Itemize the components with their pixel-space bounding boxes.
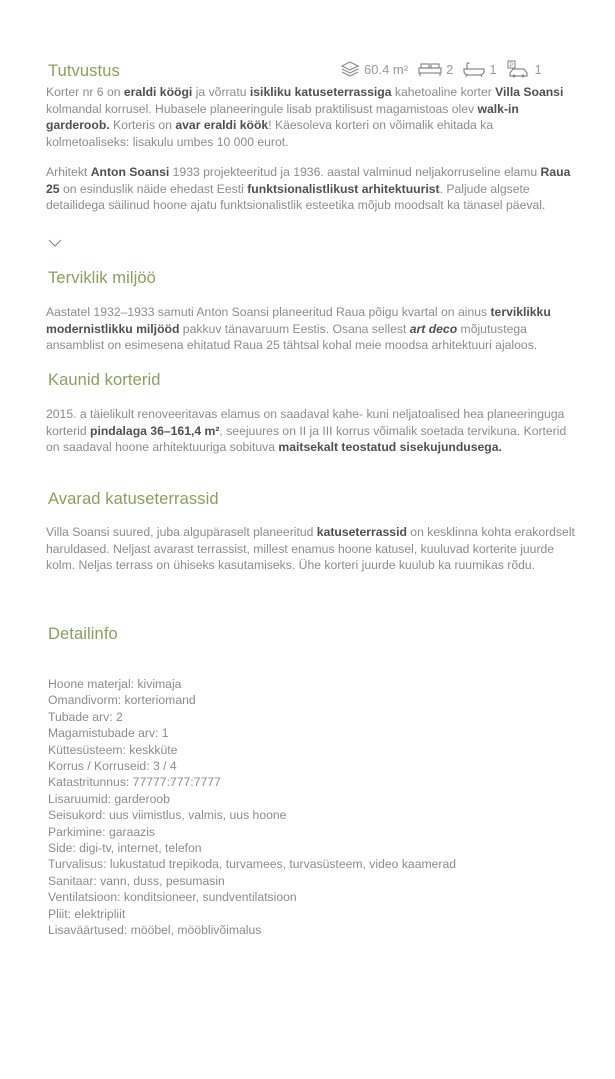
section-title-detailinfo: Detailinfo [48, 625, 118, 643]
stat-area [340, 61, 408, 77]
body-text: ja võrratu [192, 85, 250, 99]
body-text: Korter nr 6 on [46, 85, 124, 99]
detail-row: Katastritunnus: 77777:777:7777 [48, 775, 221, 790]
emphasis-text: isikliku katuseterrassiga [249, 85, 392, 99]
detail-row: Korrus / Korruseid: 3 / 4 [48, 759, 177, 774]
kaunid-paragraph [46, 406, 576, 456]
body-text: kolmandal korrusel. Hubasele planeeringule lisab praktilisust magamistoas olev [46, 101, 478, 116]
svg-text:P: P [509, 63, 514, 69]
stat-bathrooms-value: 1 [489, 61, 497, 77]
emphasis-text: maitsekalt teostatud sisekujundusega. [278, 440, 502, 454]
stat-bedrooms [418, 61, 453, 77]
body-text: kahetoaline korter [391, 85, 496, 99]
detailinfo-list [48, 676, 568, 939]
tutvustus-paragraph-1 [46, 84, 576, 150]
emphasis-text: terviklikku modernistlikku miljööd [46, 305, 551, 336]
body-text: Korteris on [109, 118, 176, 132]
emphasis-text: Villa Soansi [495, 85, 564, 99]
detail-row: Sanitaar: vann, duss, pesumasin [48, 873, 225, 888]
stat-parking-value: 1 [534, 61, 542, 77]
emphasis-text: avar eraldi köök [175, 118, 269, 132]
detail-row: Side: digi-tv, internet, telefon [48, 841, 202, 856]
detail-row: Magamistubade arv: 1 [48, 726, 169, 741]
detail-row: Parkimine: garaazis [48, 824, 156, 839]
detail-row: Lisaruumid: garderoob [48, 791, 170, 806]
detail-row: Hoone materjal: kivimaja [48, 677, 182, 691]
bed-icon [418, 61, 442, 77]
body-text: mõjutustega ansamblist on esimesena ehitatud Raua 25 tähtsal kohal meie moodsa arhitektuuri ajaloos. [46, 321, 538, 352]
stat-parking [507, 60, 542, 78]
emphasis-text: art deco [409, 321, 458, 336]
expand-chevron-icon[interactable] [48, 235, 62, 253]
layers-icon [340, 61, 360, 77]
detail-row: Küttesüsteem: keskküte [48, 742, 178, 757]
emphasis-text: Anton Soansi [90, 165, 170, 179]
avarad-paragraph [46, 524, 576, 574]
body-text: . Paljude algsete detailidega säilinud hoone ajatu funktsionalistlik esteetika mõjub moodsalt ka tänasel päeval. [46, 181, 546, 212]
detail-row: Tubade arv: 2 [48, 709, 123, 724]
emphasis-text: Raua 25 [46, 165, 571, 196]
detail-row: Pliit: elektripliit [48, 906, 126, 921]
body-text: Villa Soansi suured, juba algupäraselt planeeritud [46, 525, 317, 539]
detail-row: Lisaväärtused: mööbel, mööblivõimalus [48, 923, 262, 938]
body-text: 2015. a täielikult renoveeritavas elamus on saadaval kahe- kuni neljatoalised hea planeeringuga korterid [46, 407, 565, 438]
detail-row: Ventilatsioon: konditsioneer, sundventilatsioon [48, 890, 297, 905]
body-text: 1933 projekteeritud ja 1936. aastal valminud neljakorruseline elamu [169, 165, 541, 179]
section-title-tutvustus: Tutvustus [48, 62, 120, 80]
emphasis-text: funktsionalistlikust arhitektuurist [247, 181, 440, 196]
emphasis-text: eraldi köögi [123, 85, 193, 99]
property-stats [340, 58, 560, 80]
stat-area-value: 60.4 m² [364, 61, 409, 77]
emphasis-text: pindalaga 36–161,4 m² [90, 423, 220, 438]
body-text: Arhitekt [46, 165, 91, 179]
detail-row: Omandivorm: korteriomand [48, 693, 196, 708]
terviklik-paragraph [46, 304, 576, 354]
tutvustus-paragraph-2 [46, 164, 576, 214]
bathtub-icon [463, 61, 485, 77]
detail-row: Seisukord: uus viimistlus, valmis, uus hoone [48, 808, 287, 823]
body-text: on kesklinna kohta erakordselt haruldased. Neljast avarast terrassist, millest enamus hoone katusel, kuuluvad korterite juurde kolm. Neljas terrass on ühiseks kasutamiseks. Ühe korteri juurde kuulub ka ruumikas rõdu. [46, 525, 575, 572]
emphasis-text: walk-in garderoob. [46, 101, 519, 132]
section-title-avarad: Avarad katuseterrassid [48, 490, 219, 508]
stat-bedrooms-value: 2 [446, 61, 454, 77]
body-text: ! Käesoleva korteri on võimalik ehitada ka kolmetoaliseks: lisakulu umbes 10 000 eurot. [46, 118, 494, 149]
body-text: Aastatel 1932–1933 samuti Anton Soansi planeeritud Raua põigu kvartal on ainus [46, 305, 491, 319]
detail-row: Turvalisus: lukustatud trepikoda, turvamees, turvasüsteem, video kaamerad [48, 857, 457, 872]
stat-bathrooms [463, 61, 496, 77]
body-text: on esinduslik näide ehedast Eesti [59, 181, 248, 196]
emphasis-text: katuseterrassid [316, 525, 407, 539]
section-title-terviklik: Terviklik miljöö [48, 269, 156, 287]
parking-car-icon [507, 60, 531, 78]
body-text: , seejuures on II ja III korrus võimalik soetada tervikuna. Korterid on saadaval hoone arhitektuuriga sobituva [46, 423, 567, 454]
section-title-kaunid: Kaunid korterid [48, 371, 161, 389]
body-text: pakkuv tänavaruum Eestis. Osana sellest [179, 321, 410, 336]
